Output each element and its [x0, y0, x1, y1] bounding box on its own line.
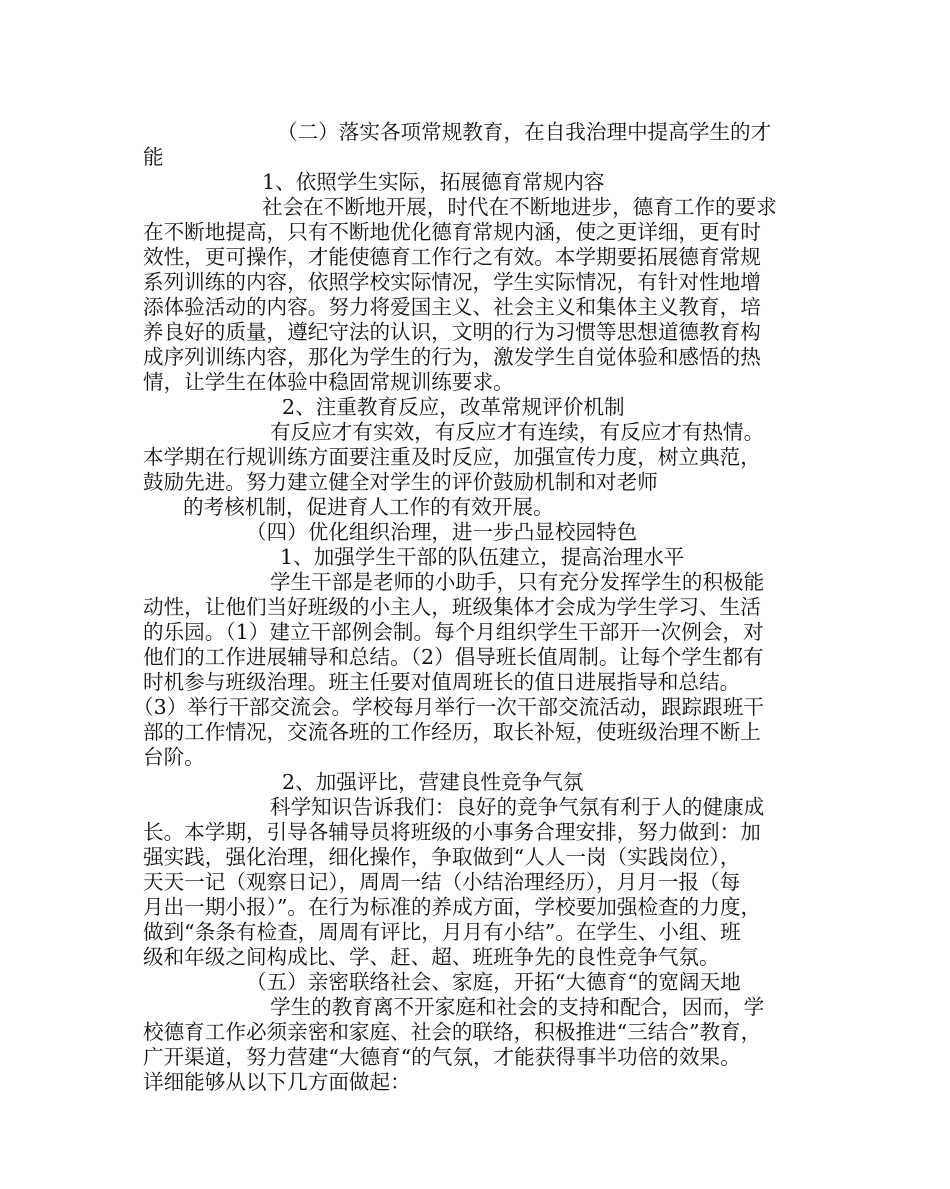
text-line: 月出一期小报）”。在行为标准的养成方面，学校要加强检查的力度， — [143, 895, 762, 919]
text-line: 鼓励先进。努力建立健全对学生的评价鼓励机制和对老师 — [143, 470, 658, 494]
subsection-heading: 1、加强学生干部的队伍建立，提高治理水平 — [280, 545, 685, 569]
text-line: （3）举行干部交流会。学校每月举行一次干部交流活动，跟踪跟班干 — [133, 695, 764, 719]
text-line: 部的工作情况，交流各班的工作经历，取长补短，使班级治理不断上 — [143, 720, 761, 744]
text-line: 详细能够从以下几方面做起： — [143, 1070, 411, 1094]
text-line: 广开渠道，努力营建“大德育“的气氛，才能获得事半功倍的效果。 — [143, 1045, 741, 1069]
text-line: 台阶。 — [143, 745, 205, 769]
text-line: 做到“条条有检查，周周有评比，月月有小结”。在学生、小组、班 — [143, 920, 741, 944]
subsection-heading: 2、加强评比，营建良性竞争气氛 — [282, 770, 584, 794]
text-line: 有反应才有实效，有反应才有连续，有反应才有热情。 — [270, 420, 765, 444]
text-line: 强实践，强化治理，细化操作，争取做到“人人一岗（实践岗位）， — [143, 845, 741, 869]
text-line: 情，让学生在体验中稳固常规训练要求。 — [143, 370, 514, 394]
section-heading: （五）亲密联络社会、家庭，开拓“大德育“的宽阔天地 — [246, 970, 741, 994]
text-line: 学生的教育离不开家庭和社会的支持和配合，因而，学 — [270, 995, 765, 1019]
text-line: 在不断地提高，只有不断地优化德育常规内涵，使之更详细，更有时 — [143, 220, 761, 244]
text-line: 成序列训练内容，那化为学生的行为，激发学生自觉体验和感悟的热 — [143, 345, 761, 369]
section-heading: （二）落实各项常规教育，在自我治理中提高学生的才 — [277, 120, 772, 144]
text-line: 能 — [143, 145, 164, 169]
subsection-heading: 2、注重教育反应，改革常规评价机制 — [282, 395, 625, 419]
text-line: 效性，更可操作，才能使德育工作行之有效。本学期要拓展德育常规 — [143, 245, 761, 269]
text-line: 科学知识告诉我们：良好的竞争气氛有利于人的健康成 — [270, 795, 765, 819]
text-line: 社会在不断地开展，时代在不断地进步，德育工作的要求 — [262, 195, 777, 219]
text-line: 级和年级之间构成比、学、赶、超、班班争先的良性竞争气氛。 — [143, 945, 720, 969]
text-line: 系列训练的内容，依照学校实际情况，学生实际情况，有针对性地增 — [143, 270, 761, 294]
text-line: 校德育工作必须亲密和家庭、社会的联络，积极推进“三结合”教育， — [143, 1020, 762, 1044]
text-line: 的乐园。（1）建立干部例会制。每个月组织学生干部开一次例会，对 — [143, 620, 764, 644]
text-line: 本学期在行规训练方面要注重及时反应，加强宣传力度，树立典范， — [143, 445, 761, 469]
text-line: 时机参与班级治理。班主任要对值周班长的值日进展指导和总结。 — [143, 670, 741, 694]
text-line: 长。本学期，引导各辅导员将班级的小事务合理安排，努力做到：加 — [143, 820, 761, 844]
section-heading: （四）优化组织治理，进一步凸显校园特色 — [246, 520, 638, 544]
text-line: 添体验活动的内容。努力将爱国主义、社会主义和集体主义教育，培 — [143, 295, 761, 319]
text-line: 天天一记（观察日记），周周一结（小结治理经历），月月一报（每 — [143, 870, 741, 894]
text-line: 的考核机制，促进育人工作的有效开展。 — [183, 495, 554, 519]
text-line: 养良好的质量，遵纪守法的认识，文明的行为习惯等思想道德教育构 — [143, 320, 761, 344]
text-line: 他们的工作进展辅导和总结。（2）倡导班长值周制。让每个学生都有 — [143, 645, 764, 669]
text-line: 学生干部是老师的小助手，只有充分发挥学生的积极能 — [270, 570, 765, 594]
text-line: 动性，让他们当好班级的小主人，班级集体才会成为学生学习、生活 — [143, 595, 761, 619]
subsection-heading: 1、依照学生实际，拓展德育常规内容 — [262, 170, 605, 194]
